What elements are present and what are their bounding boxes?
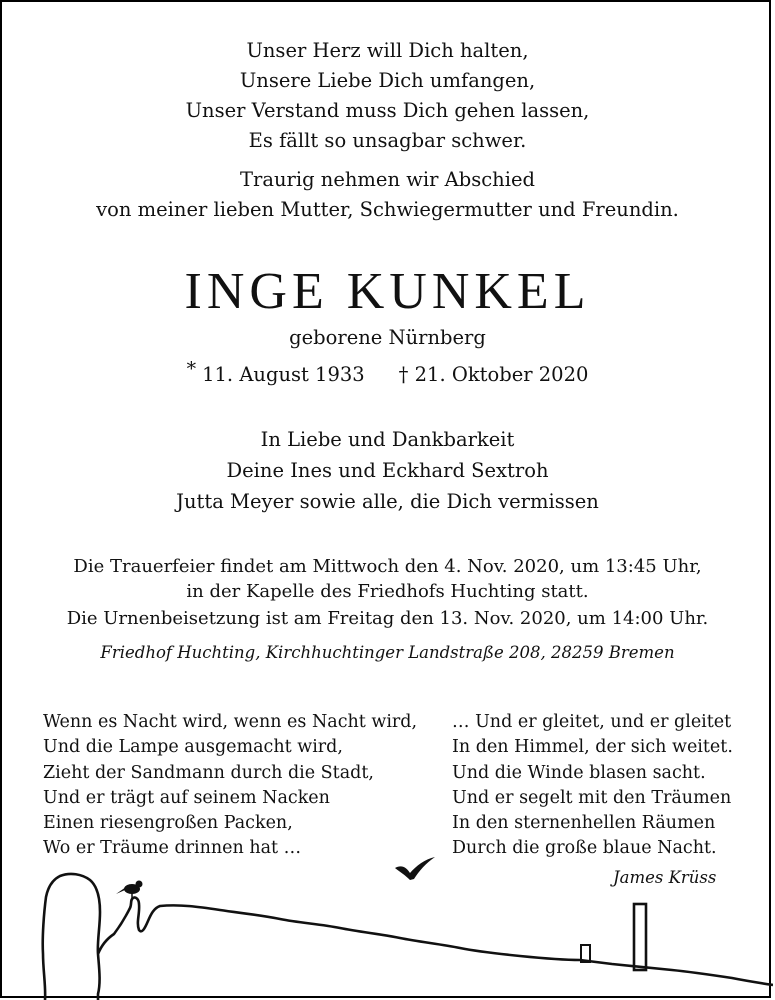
intro-line: von meiner lieben Mutter, Schwiegermutter und Freundin. [96,198,679,221]
death-symbol: † [398,363,409,386]
verse-line: Durch die große blaue Nacht. [452,838,717,859]
birth-date: 11. August 1933 [202,363,365,386]
verse-line: Und er trägt auf seinem Nacken [43,787,330,808]
mourner-line: Jutta Meyer sowie alle, die Dich vermissen [176,490,599,513]
birth-name: geborene Nürnberg [289,326,486,349]
verse-line: Und die Winde blasen sacht. [452,762,706,783]
verse-line: Einen riesengroßen Packen, [43,813,293,834]
perched-bird-icon [116,881,143,899]
birth-symbol: * [186,358,197,380]
cemetery-address: Friedhof Huchting, Kirchhuchtinger Landstraße 208, 28259 Bremen [100,643,675,662]
mourners-block [2,424,773,517]
cliff-outline [43,874,773,1000]
poem-line: Unser Verstand muss Dich gehen lassen, [185,99,590,122]
burial-info: Die Urnenbeisetzung ist am Freitag den 13. Nov. 2020, um 14:00 Uhr. [66,608,709,629]
deceased-name: INGE KUNKEL [184,263,591,320]
death-date: 21. Oktober 2020 [414,363,589,386]
verse-line: … Und er gleitet, und er gleitet [452,712,732,732]
mourner-line: In Liebe und Dankbarkeit [260,428,515,451]
verse-line: In den Himmel, der sich weitet. [452,737,733,758]
funeral-service-info [2,554,773,604]
cliff-landscape-icon [2,842,773,1000]
verse-line: Und er segelt mit den Träumen [452,787,732,808]
verse-line: Zieht der Sandmann durch die Stadt, [43,762,374,783]
intro-line: Traurig nehmen wir Abschied [240,168,535,191]
poem-line: Unser Herz will Dich halten, [246,39,529,62]
service-line: Die Trauerfeier findet am Mittwoch den 4. Nov. 2020, um 13:45 Uhr, [73,556,702,577]
verse-line: Und die Lampe ausgemacht wird, [43,737,343,758]
farewell-intro [2,165,773,225]
life-dates [2,354,773,390]
mourner-line: Deine Ines und Eckhard Sextroh [226,459,549,482]
verse-right-column [452,710,733,862]
service-line: in der Kapelle des Friedhofs Huchting statt. [186,581,589,602]
lighthouse-icon [634,904,646,970]
verse-line: Wo er Träume drinnen hat … [43,838,302,859]
poem-line: Es fällt so unsagbar schwer. [248,129,527,152]
verse-line: In den sternenhellen Räumen [452,813,716,834]
seagull-icon [395,857,435,880]
opening-poem [2,36,773,156]
poem-line: Unsere Liebe Dich umfangen, [239,69,536,92]
verse-line: Wenn es Nacht wird, wenn es Nacht wird, [43,712,418,732]
verse-left-column [43,710,417,862]
verse-author: James Krüss [613,868,717,887]
